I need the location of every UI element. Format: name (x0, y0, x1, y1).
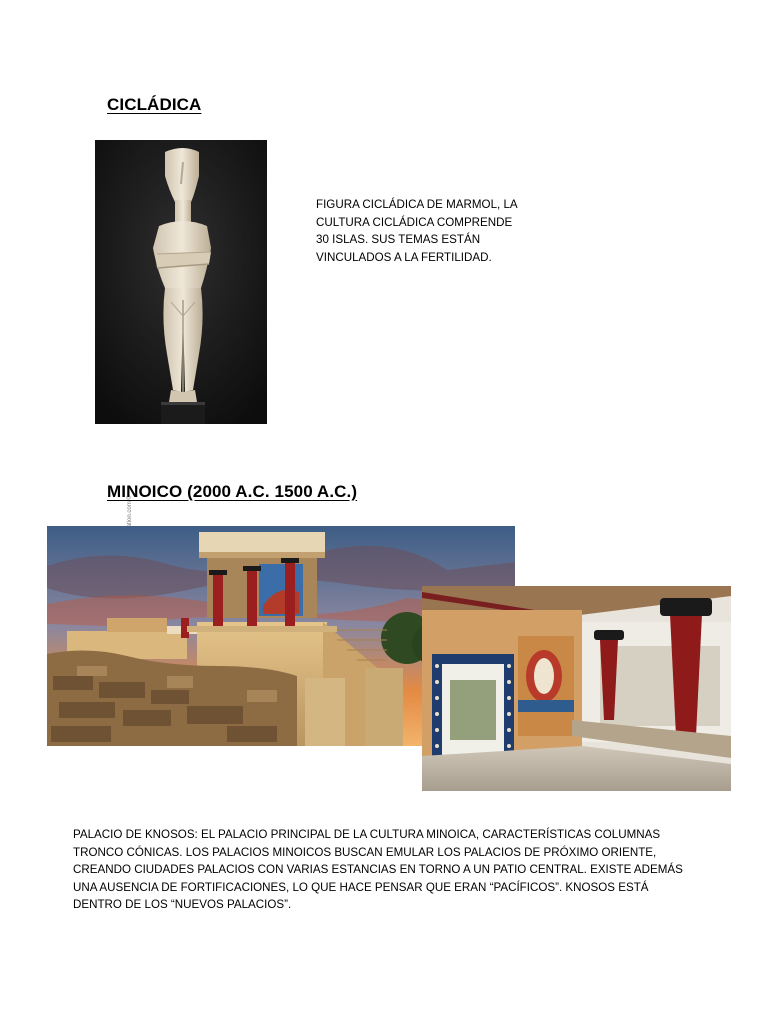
cicladica-caption (316, 196, 531, 266)
section-heading-cicladica: CICLÁDICA (107, 95, 202, 114)
caption-line: VINCULADOS A LA FERTILIDAD. (316, 250, 492, 264)
description-line: CREANDO CIUDADES PALACIOS CON VARIAS ESTANCIAS EN TORNO A UN PATIO CENTRAL. EXISTE ADEMÁS (73, 863, 683, 876)
minoico-description (73, 826, 688, 914)
description-line: PALACIO DE KNOSOS: EL PALACIO PRINCIPAL DE LA CULTURA MINOICA, CARACTERÍSTICAS COLUMNAS (73, 828, 661, 841)
description-line: DENTRO DE LOS “NUEVOS PALACIOS”. (73, 898, 292, 911)
caption-line: CULTURA CICLÁDICA COMPRENDE (316, 215, 513, 229)
cycladic-figurine-photo (95, 140, 267, 424)
section-heading-minoico: MINOICO (2000 A.C. 1500 A.C.) (107, 482, 358, 501)
description-line: UNA AUSENCIA DE FORTIFICACIONES, LO QUE HACE PENSAR QUE ERAN “PACÍFICOS”. KNOSOS ESTÁ (73, 880, 649, 894)
description-line: TRONCO CÓNICAS. LOS PALACIOS MINOICOS BUSCAN EMULAR LOS PALACIOS DE PRÓXIMO ORIENTE, (73, 845, 657, 859)
caption-line: FIGURA CICLÁDICA DE MARMOL, LA (316, 198, 518, 211)
caption-line: 30 ISLAS. SUS TEMAS ESTÁN (316, 233, 481, 246)
knossos-throne-room-photo (422, 586, 731, 791)
